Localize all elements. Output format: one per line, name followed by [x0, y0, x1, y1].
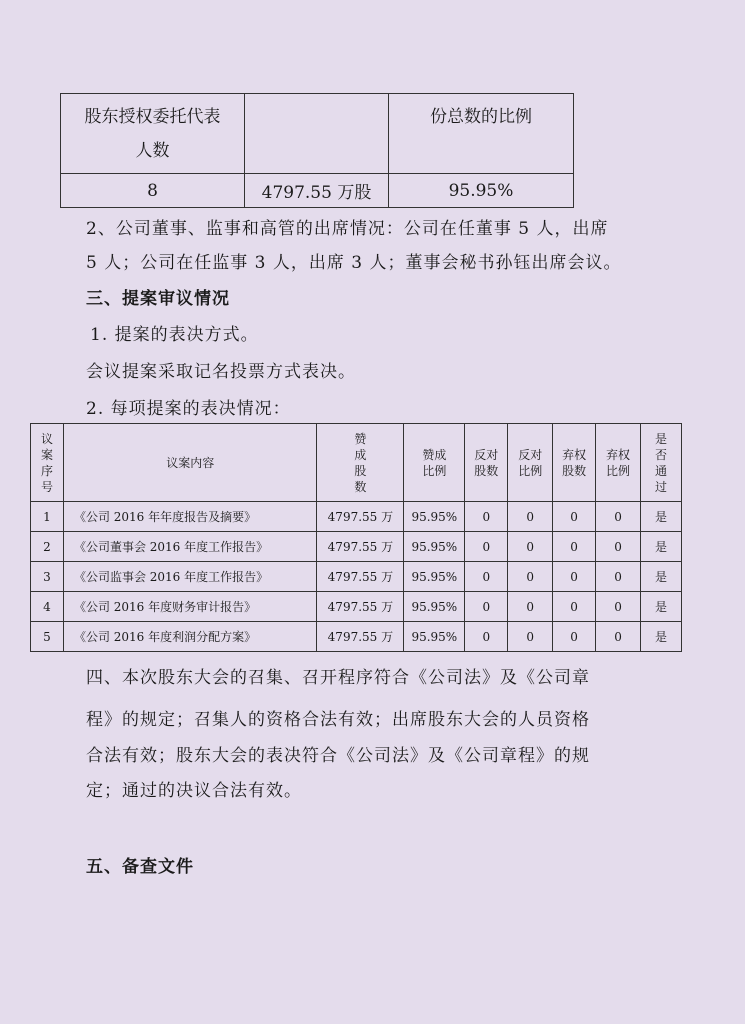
cell-approve-ratio: 95.95%	[404, 622, 465, 652]
cell-seq: 4	[31, 592, 64, 622]
cell-abstain-shares: 0	[553, 622, 596, 652]
directors-attendance-line2: 5 人；公司在任监事 3 人，出席 3 人；董事会秘书孙钰出席会议。	[86, 253, 622, 273]
header-oppose-ratio: 反对 比例	[508, 424, 553, 502]
section-4-line1: 四、本次股东大会的召集、召开程序符合《公司法》及《公司章	[86, 668, 590, 688]
header-oppose-shares: 反对 股数	[465, 424, 508, 502]
attendance-shares: 4797.55 万股	[245, 174, 389, 208]
vote-table-row	[31, 592, 682, 622]
cell-oppose-shares: 0	[465, 532, 508, 562]
cell-oppose-ratio: 0	[508, 502, 553, 532]
cell-abstain-ratio: 0	[596, 622, 641, 652]
vote-table-body	[31, 502, 682, 652]
header-approve-shares: 赞成股数	[317, 424, 404, 502]
vote-table-row	[31, 562, 682, 592]
cell-passed: 是	[641, 502, 682, 532]
cell-seq: 5	[31, 622, 64, 652]
section-5-title: 五、备查文件	[86, 857, 194, 877]
section-3-title: 三、提案审议情况	[86, 289, 230, 309]
attendance-header-representatives	[61, 94, 245, 174]
section-4-line2: 程》的规定；召集人的资格合法有效；出席股东大会的人员资格	[86, 710, 590, 730]
cell-abstain-shares: 0	[553, 592, 596, 622]
header-abstain-ratio: 弃权 比例	[596, 424, 641, 502]
cell-passed: 是	[641, 622, 682, 652]
cell-seq: 2	[31, 532, 64, 562]
cell-passed: 是	[641, 562, 682, 592]
cell-approve-shares: 4797.55 万	[317, 622, 404, 652]
cell-content: 《公司 2016 年年度报告及摘要》	[63, 502, 317, 532]
cell-approve-shares: 4797.55 万	[317, 562, 404, 592]
cell-approve-shares: 4797.55 万	[317, 532, 404, 562]
cell-abstain-shares: 0	[553, 532, 596, 562]
cell-oppose-shares: 0	[465, 502, 508, 532]
vote-table-row	[31, 622, 682, 652]
cell-oppose-ratio: 0	[508, 592, 553, 622]
attendance-header-ratio: 份总数的比例	[389, 94, 574, 174]
cell-oppose-shares: 0	[465, 562, 508, 592]
vote-table-row	[31, 502, 682, 532]
attendance-count: 8	[61, 174, 245, 208]
cell-approve-ratio: 95.95%	[404, 592, 465, 622]
cell-oppose-ratio: 0	[508, 532, 553, 562]
item-1-title: 1. 提案的表决方式。	[90, 325, 259, 345]
section-4-line3: 合法有效；股东大会的表决符合《公司法》及《公司章程》的规	[86, 746, 590, 766]
cell-approve-ratio: 95.95%	[404, 562, 465, 592]
section-4-line4: 定；通过的决议合法有效。	[86, 781, 302, 801]
cell-oppose-shares: 0	[465, 622, 508, 652]
directors-attendance-line1: 2、公司董事、监事和高管的出席情况：公司在任董事 5 人，出席	[86, 219, 609, 239]
cell-abstain-ratio: 0	[596, 592, 641, 622]
cell-approve-ratio: 95.95%	[404, 502, 465, 532]
cell-content: 《公司董事会 2016 年度工作报告》	[63, 532, 317, 562]
cell-seq: 3	[31, 562, 64, 592]
header-abstain-shares: 弃权 股数	[553, 424, 596, 502]
vote-table-header-row	[31, 424, 682, 502]
header-seq: 议案序号	[31, 424, 64, 502]
header-passed: 是否通过	[641, 424, 682, 502]
attendance-header-line2: 人数	[135, 140, 170, 161]
attendance-table	[60, 93, 574, 208]
cell-oppose-ratio: 0	[508, 562, 553, 592]
cell-oppose-shares: 0	[465, 592, 508, 622]
header-approve-ratio: 赞成 比例	[404, 424, 465, 502]
cell-oppose-ratio: 0	[508, 622, 553, 652]
cell-content: 《公司监事会 2016 年度工作报告》	[63, 562, 317, 592]
cell-abstain-shares: 0	[553, 502, 596, 532]
cell-content: 《公司 2016 年度财务审计报告》	[63, 592, 317, 622]
attendance-header-line1: 股东授权委托代表	[84, 106, 221, 127]
item-1-text: 会议提案采取记名投票方式表决。	[86, 362, 356, 382]
cell-seq: 1	[31, 502, 64, 532]
cell-abstain-shares: 0	[553, 562, 596, 592]
header-content: 议案内容	[63, 424, 317, 502]
cell-approve-ratio: 95.95%	[404, 532, 465, 562]
cell-abstain-ratio: 0	[596, 532, 641, 562]
cell-passed: 是	[641, 592, 682, 622]
item-2-title: 2. 每项提案的表决情况：	[86, 399, 291, 419]
cell-content: 《公司 2016 年度利润分配方案》	[63, 622, 317, 652]
cell-abstain-ratio: 0	[596, 562, 641, 592]
attendance-ratio: 95.95%	[389, 174, 574, 208]
cell-approve-shares: 4797.55 万	[317, 592, 404, 622]
cell-passed: 是	[641, 532, 682, 562]
vote-table-row	[31, 532, 682, 562]
cell-abstain-ratio: 0	[596, 502, 641, 532]
attendance-header-shares	[245, 94, 389, 174]
cell-approve-shares: 4797.55 万	[317, 502, 404, 532]
vote-table	[30, 423, 682, 652]
